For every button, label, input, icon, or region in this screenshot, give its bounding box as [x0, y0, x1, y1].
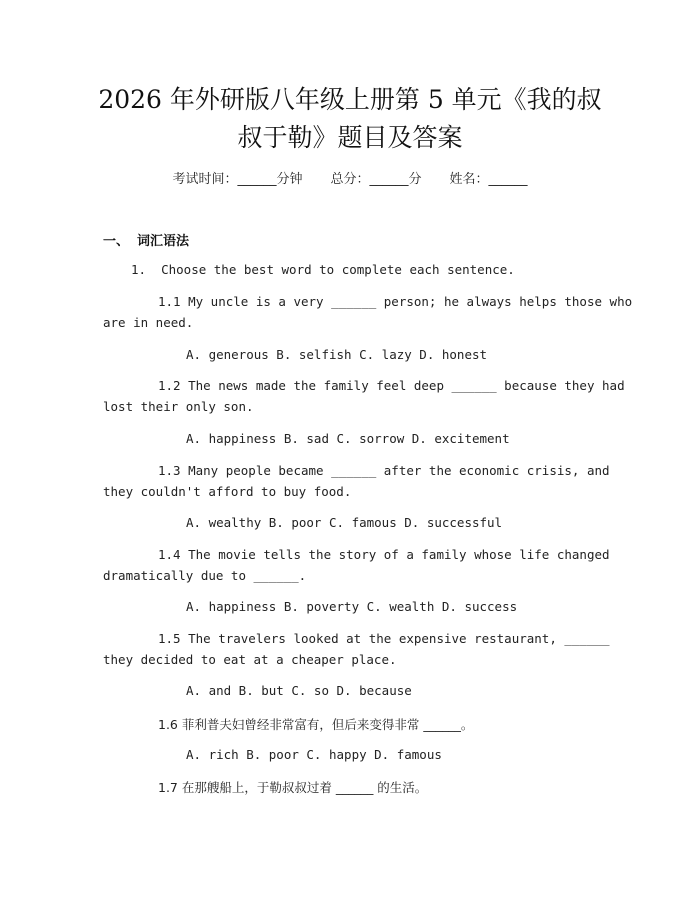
question-stem-continued: they decided to eat at a cheaper place. [103, 652, 397, 667]
section-title: 词汇语法 [137, 234, 190, 249]
question-options: A. and B. but C. so D. because [186, 683, 412, 698]
question-stem-continued: dramatically due to ______. [103, 568, 307, 583]
question-options: A. happiness B. poverty C. wealth D. success [186, 599, 518, 614]
total-score-field: 总分：______分 [330, 172, 422, 187]
student-name-field: 姓名：______ [449, 172, 528, 187]
question-stem: 1.2 The news made the family feel deep ______ because they had [158, 378, 625, 393]
document-title-line-1: 2026 年外研版八年级上册第 5 单元《我的叔 [98, 85, 602, 114]
question-stem-continued: lost their only son. [103, 399, 254, 414]
question-stem: 1.5 The travelers looked at the expensive restaurant, ______ [158, 631, 610, 646]
section-number: 一、 [103, 234, 130, 249]
question-options: A. rich B. poor C. happy D. famous [186, 747, 442, 762]
question-options: A. wealthy B. poor C. famous D. successful [186, 515, 503, 530]
question-stem-continued: are in need. [103, 315, 194, 330]
exam-time-field: 考试时间：______分钟 [172, 172, 303, 187]
document-title-line-2: 叔于勒》题目及答案 [237, 123, 463, 152]
question-stem: 1.3 Many people became ______ after the economic crisis, and [158, 463, 610, 478]
question-stem-continued: they couldn't afford to buy food. [103, 484, 352, 499]
question-stem: 1.7 在那艘船上，于勒叔叔过着 ______ 的生活。 [158, 780, 428, 795]
question-options: A. happiness B. sad C. sorrow D. excitement [186, 431, 510, 446]
question-intro: 1. Choose the best word to complete each sentence. [131, 262, 515, 277]
question-stem: 1.6 菲利普夫妇曾经非常富有，但后来变得非常 ______。 [158, 717, 474, 732]
question-stem: 1.1 My uncle is a very ______ person; he always helps those who [158, 294, 633, 309]
section-heading [103, 230, 189, 249]
question-stem: 1.4 The movie tells the story of a family whose life changed [158, 547, 610, 562]
exam-meta [0, 168, 700, 187]
question-options: A. generous B. selfish C. lazy D. honest [186, 347, 488, 362]
